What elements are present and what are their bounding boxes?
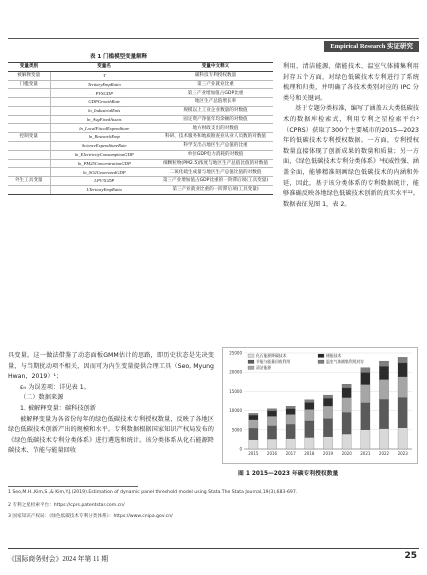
table-cell-name: TertiaryEmpRatio: [50, 80, 158, 89]
table-cell-cat: [8, 98, 50, 107]
table-cell-cat: [8, 115, 50, 124]
y-tick-label: 25000: [229, 350, 242, 356]
table-row: [8, 115, 273, 124]
table-row: [8, 80, 273, 89]
table-cell-desc: 规模以上工业企业数量的对数值: [158, 106, 273, 115]
table-cell-cat: 外生工具变量: [8, 177, 50, 186]
table-row: [8, 159, 273, 168]
table-cell-cat: [8, 124, 50, 133]
table-row: [8, 98, 273, 107]
table-row: [8, 168, 273, 177]
table-cell-desc: 二氧化硫生成量与地区生产总值比值的对数值: [158, 168, 273, 177]
table-cell-cat: 门槛变量: [8, 80, 50, 89]
table-row: [8, 177, 273, 186]
table-row: [8, 106, 273, 115]
table-cell-desc: 科研、技术服务和地质勘查业从业人员数的对数值: [158, 133, 273, 142]
footnote-rule: [8, 486, 138, 487]
footer-rule: [8, 548, 419, 549]
bar-segment: [286, 414, 295, 424]
table-row: [8, 142, 273, 151]
bar-segment: [267, 416, 276, 426]
paragraph: 利用、清洁能源、储能技术、温室气体捕集利用封存五个方面，对绿色低碳技术专利进行了系统梳理和归类，并明确了各技术类别对应的 IPC 分类号和关键词。: [283, 63, 419, 102]
footnote: 1 Seo,M.H.,Kim,S.,& Kim,Y.J.(2019).Estimation of dynamic panel threshold model using Stata.The Stata Journal,19(3),683-697.: [8, 490, 298, 495]
table-cell-name: ln_PM25ConcentrationGDP: [50, 159, 158, 168]
table-cell-cat: [8, 185, 50, 194]
bar-segment: [286, 424, 295, 438]
table-row: [8, 185, 273, 194]
table-cell-desc: 第三产业增加值占GDP比重的一阶滞后项(工具变量): [158, 177, 273, 186]
bar-segment: [361, 384, 370, 402]
legend-label: 温室气体捕集利用封存: [326, 359, 364, 364]
bar-segment: [249, 420, 258, 428]
table-header: 变量名: [50, 63, 158, 72]
legend-swatch: [248, 354, 254, 358]
bar-segment: [267, 426, 276, 439]
table-cell-cat: [8, 168, 50, 177]
x-tick-label: 2016: [266, 451, 278, 456]
table-row: [8, 150, 273, 159]
table-row: [8, 71, 273, 80]
y-tick-label: 15000: [229, 388, 242, 394]
bar-segment: [249, 413, 258, 415]
legend-label: 节能与能量回收利用: [256, 359, 291, 364]
legend-swatch: [248, 366, 254, 370]
table-cell-desc: 地区生产总值增长率: [158, 98, 273, 107]
legend-swatch: [318, 360, 324, 364]
x-tick-label: 2019: [322, 451, 334, 456]
bar-segment: [323, 398, 332, 406]
bar-segment: [305, 437, 314, 449]
section-heading: （二）数据来源: [20, 394, 64, 402]
bar-segment: [379, 361, 388, 366]
bar-segment: [361, 373, 370, 385]
patent-bar-chart: [222, 347, 418, 464]
table-cell-name: T: [50, 71, 158, 80]
table-cell-desc: 单位GDP电力消耗的对数值: [158, 150, 273, 159]
x-tick-label: 2023: [397, 451, 408, 456]
table-cell-name: ScienceExpenditureRate: [50, 142, 158, 151]
right-column-text: [283, 62, 419, 210]
table-row: [8, 133, 273, 142]
bar-segment: [361, 368, 370, 373]
bar-segment: [398, 377, 407, 398]
table-cell-name: ln_ElectricityConsumptionGDP: [50, 150, 158, 159]
legend-label: 储能技术: [326, 353, 342, 358]
table-cell-desc: 第三产业就业比重: [158, 80, 273, 89]
table-cell-desc: 第三产业就业比重的一阶滞后项(工具变量): [158, 185, 273, 194]
left-column-text: [8, 351, 214, 457]
table-cell-name: LTertiaryEmpRatio: [50, 185, 158, 194]
table-cell-cat: [8, 142, 50, 151]
bar-segment: [398, 428, 407, 449]
paragraph: 基于专题分类标准，编写了涵盖五大类低碳技术的数据库检索式，利用专利之星检索平台²（CPRS）获取了300个主要城市的2015—2023年的低碳技术专利授权数据。一方面，专利授权数量直接体现了创新成果的数量和质量；另一方面，《绿色低碳技术专利分类体系》³权威性强、涵盖全面，能够精准刻画绿色低碳技术的内涵和外延，因此，基于该分类体系的专利数据统计，能够准确反映各地绿色低碳技术创新的真实水平¹²。数据表征见图 1，表 2。: [283, 105, 419, 208]
bar-segment: [323, 406, 332, 419]
paragraph: εᵢₜ 为误差项：详见表 1。: [20, 383, 90, 391]
table-cell-name: ln_SO2GeneratedGDP: [50, 168, 158, 177]
bar-segment: [267, 411, 276, 416]
bar-segment: [249, 440, 258, 449]
bar-segment: [398, 363, 407, 377]
journal-name: 《国际商务财会》2024 年第 11 期: [8, 556, 109, 563]
bar-segment: [267, 439, 276, 449]
bar-segment: [379, 399, 388, 428]
bar-segment: [286, 409, 295, 415]
header-rule: [8, 38, 419, 39]
table-cell-cat: [8, 159, 50, 168]
bar-segment: [286, 406, 295, 408]
bar-segment: [323, 437, 332, 449]
table-cell-desc: 科学支出占地区生产总值的比重: [158, 142, 273, 151]
footnote: 3 国家知识产权局：《绿色低碳技术专利分类体系》：https://www.cnipa.gov.cn/: [8, 514, 173, 519]
legend-label: 清洁能源: [256, 365, 272, 370]
bar-segment: [323, 395, 332, 398]
bar-segment: [249, 428, 258, 440]
legend-swatch: [248, 360, 254, 364]
table-cell-cat: [8, 89, 50, 98]
bar-segment: [379, 379, 388, 399]
bar-segment: [398, 398, 407, 428]
x-tick-label: 2022: [378, 451, 390, 456]
bar-segment: [361, 403, 370, 430]
y-tick-label: 10000: [229, 408, 242, 414]
bar-segment: [323, 419, 332, 437]
table-cell-desc: 细颗粒物(PM2.5)浓度与地区生产总值比值的对数值: [158, 159, 273, 168]
table-cell-desc: 地方财政支出的对数值: [158, 124, 273, 133]
section-header: Empirical Research 实证研究: [324, 41, 419, 52]
table-header: 变量类别: [8, 63, 50, 72]
table-row: [8, 124, 273, 133]
bar-segment: [342, 413, 351, 435]
bar-segment: [305, 421, 314, 438]
figure-caption: 图 1 2015—2023 年碳专利授权数量: [238, 471, 339, 477]
table-cell-desc: 碳科技专利授权数量: [158, 71, 273, 80]
table-caption: 表 1 门槛模型变量解释: [90, 54, 148, 60]
x-tick-label: 2015: [248, 451, 259, 456]
bar-segment: [342, 388, 351, 398]
legend-label: 化石能源降碳技术: [256, 353, 287, 358]
table-cell-name: LPV3GDP: [50, 177, 158, 186]
bar-segment: [305, 403, 314, 410]
y-tick-label: 20000: [229, 369, 242, 375]
bar-segment: [379, 429, 388, 449]
paragraph: 被解释变量为各省份每年的绿色低碳技术专利授权数量，反映了各地区绿色低碳技术创新产出的规模和水平。专利数据根据国家知识产权局发布的《绿色低碳技术专利分类体系》进行遴选和统计。该分类体系从化石能源降碳技术、节能与能量回收: [8, 415, 214, 455]
table-cell-name: PVSGDP: [50, 89, 158, 98]
bar-segment: [361, 430, 370, 449]
bar-segment: [379, 366, 388, 379]
table-cell-name: ln_ResearchEmp: [50, 133, 158, 142]
paragraph: 具变量。这一做法借鉴了动态面板GMM估计的思路，即历史状态是先决变量，与当期扰动项不相关，因而可为内生变量提供合理工具（Seo, Myung Hwan，2019）¹；: [8, 352, 214, 381]
x-tick-label: 2017: [285, 451, 296, 456]
table-cell-desc: 固定资产净值年均余额的对数值: [158, 115, 273, 124]
table-row: [8, 89, 273, 98]
table-cell-name: ln_IndustrialEnts: [50, 106, 158, 115]
table-header: 变量中文释义: [158, 63, 273, 72]
page-number: 25: [404, 551, 417, 561]
bar-segment: [398, 357, 407, 363]
legend-swatch: [318, 354, 324, 358]
bar-segment: [342, 384, 351, 388]
table-cell-cat: 被解释变量: [8, 71, 50, 80]
bar-segment: [267, 409, 276, 411]
bar-segment: [249, 415, 258, 420]
footnote: 2 专利之星检索平台：https://cprs.patentstar.com.cn/: [8, 503, 125, 508]
table-cell-cat: [8, 150, 50, 159]
variable-table: [8, 62, 273, 195]
bar-segment: [342, 434, 351, 449]
table-cell-name: ln_AvgFixedAssets: [50, 115, 158, 124]
bar-segment: [305, 409, 314, 421]
bar-segment: [305, 400, 314, 403]
table-cell-name: GDPGrowthRate: [50, 98, 158, 107]
x-tick-label: 2020: [341, 451, 352, 456]
bar-segment: [286, 439, 295, 449]
x-tick-label: 2021: [360, 451, 371, 456]
x-tick-label: 2018: [304, 451, 315, 456]
bar-segment: [342, 398, 351, 413]
table-cell-cat: [8, 106, 50, 115]
table-cell-name: ln_LocalFiscalExpenditure: [50, 124, 158, 133]
table-cell-desc: 第三产业增加值占GDP比重: [158, 89, 273, 98]
y-tick-label: 5000: [231, 427, 242, 433]
y-tick-label: 0: [239, 446, 242, 452]
table-cell-cat: 控制变量: [8, 133, 50, 142]
subsection-heading: 1. 被解释变量：碳科技创新: [20, 404, 96, 412]
